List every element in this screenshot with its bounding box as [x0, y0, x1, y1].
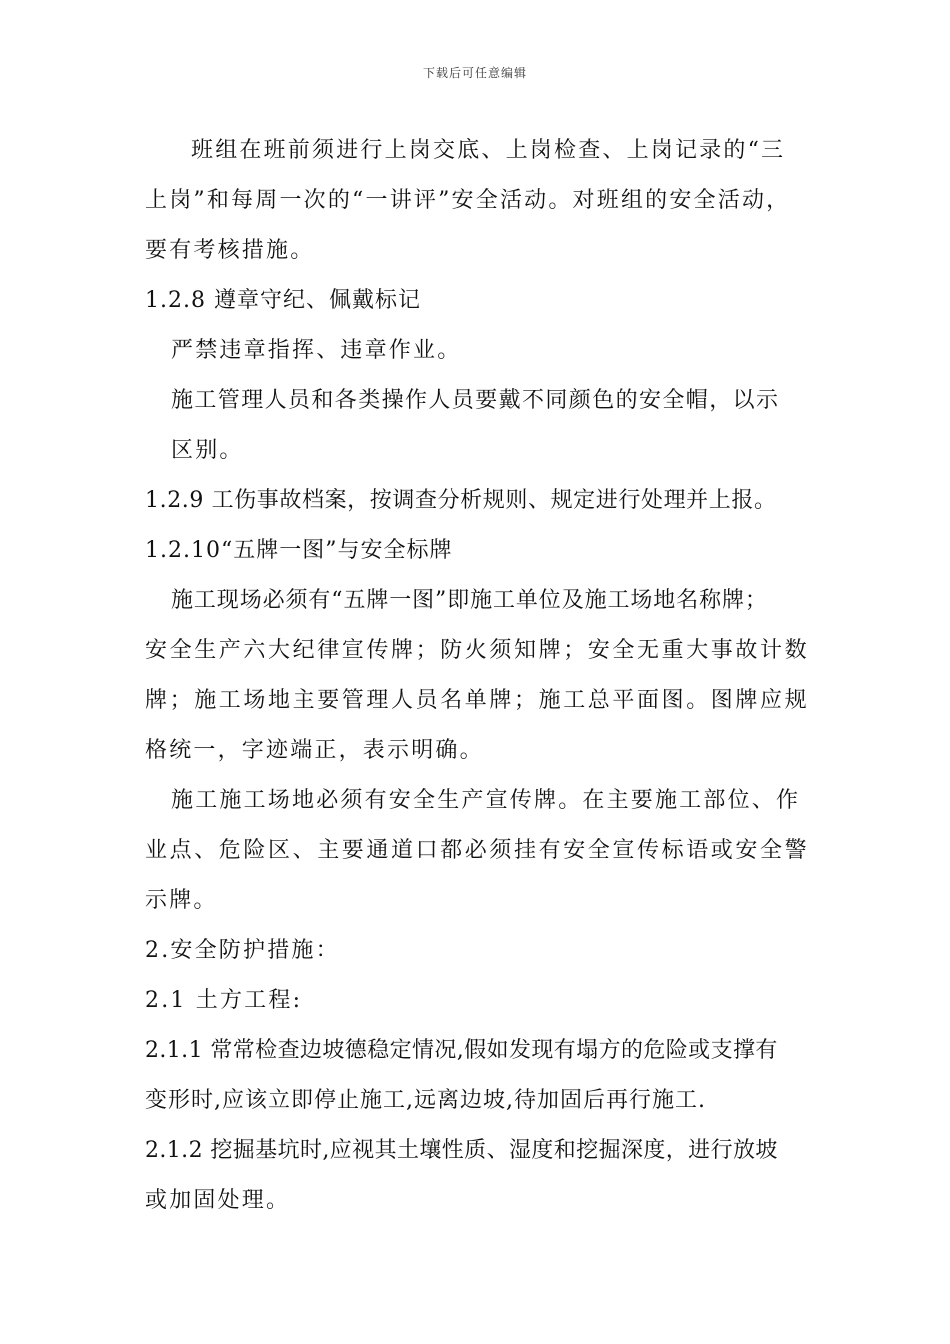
document-body: [145, 126, 810, 1226]
paragraph-line: 严禁违章指挥、违章作业。: [171, 338, 462, 363]
paragraph-line: 班组在班前须进行上岗交底、上岗检查、上岗记录的“三: [191, 138, 786, 163]
paragraph-line: 安全生产六大纪律宣传牌；防火须知牌；安全无重大事故计数: [145, 638, 810, 663]
section-heading: 1.2.8 遵章守纪、佩戴标记: [145, 288, 421, 313]
paragraph-line: 施工管理人员和各类操作人员要戴不同颜色的安全帽，以示: [171, 388, 780, 413]
paragraph-line: 或加固处理。: [145, 1188, 291, 1213]
paragraph-line: 变形时,应该立即停止施工,远离边坡,待加固后再行施工.: [145, 1088, 706, 1113]
paragraph-line: 业点、危险区、主要通道口都必须挂有安全宣传标语或安全警: [145, 838, 810, 863]
paragraph-line: 格统一，字迹端正，表示明确。: [145, 738, 484, 763]
paragraph-line: 要有考核措施。: [145, 238, 315, 263]
paragraph-line: 示牌。: [145, 888, 218, 913]
section-heading: 1.2.10“五牌一图”与安全标牌: [145, 538, 453, 563]
paragraph-line: 牌；施工场地主要管理人员名单牌；施工总平面图。图牌应规: [145, 688, 810, 713]
paragraph-line: 施工现场必须有“五牌一图”即施工单位及施工场地名称牌；: [171, 588, 768, 613]
paragraph-line: 区别。: [171, 438, 244, 463]
paragraph-line: 施工施工场地必须有安全生产宣传牌。在主要施工部位、作: [171, 788, 801, 813]
page-header: 下载后可任意编辑: [422, 66, 527, 80]
section-heading: 2.安全防护措施：: [145, 938, 340, 963]
section-heading: 1.2.9 工伤事故档案，按调查分析规则、规定进行处理并上报。: [145, 488, 777, 513]
paragraph-line: 2.1.1 常常检查边坡德稳定情况,假如发现有塌方的危险或支撑有: [145, 1038, 778, 1063]
section-heading: 2.1 土方工程:: [145, 988, 303, 1013]
paragraph-line: 2.1.2 挖掘基坑时,应视其土壤性质、湿度和挖掘深度，进行放坡: [145, 1138, 778, 1163]
paragraph-line: 上岗”和每周一次的“一讲评”安全活动。对班组的安全活动，: [145, 188, 791, 213]
